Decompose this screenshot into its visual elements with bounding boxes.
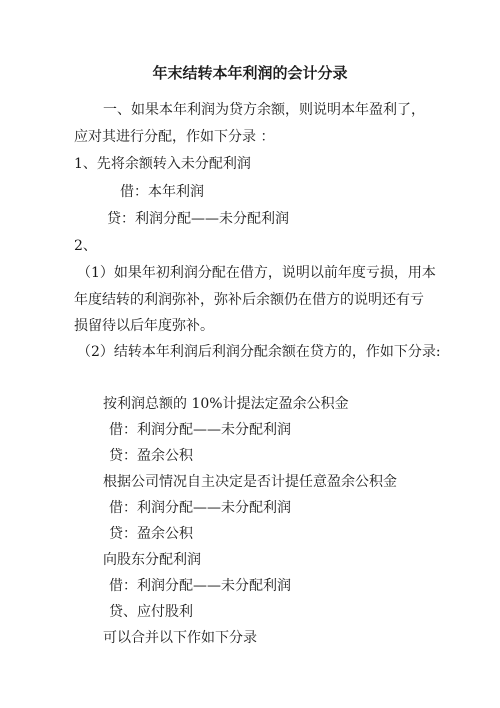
debit-entry: 借：利润分配——未分配利润	[109, 422, 291, 438]
debit-entry: 借：本年利润	[120, 184, 204, 200]
case-1-line-2: 年度结转的利润弥补，弥补后余额仍在借方的说明还有亏	[74, 292, 424, 308]
credit-entry: 贷：盈余公积	[109, 526, 193, 542]
step-1-heading: 1、先将余额转入未分配利润	[74, 156, 251, 172]
reserve-heading-1: 按利润总额的 10%计提法定盈余公积金	[103, 396, 349, 412]
case-1-line-1: （1）如果年初利润分配在借方，说明以前年度亏损，用本	[77, 265, 436, 281]
credit-entry: 贷：盈余公积	[109, 448, 193, 464]
dividend-heading: 向股东分配利润	[103, 552, 201, 568]
paragraph-line-2: 应对其进行分配，作如下分录 ：	[74, 129, 275, 145]
debit-entry: 借：利润分配——未分配利润	[109, 500, 291, 516]
case-2-line: （2）结转本年利润后利润分配余额在贷方的，作如下分录:	[77, 344, 441, 360]
reserve-heading-2: 根据公司情况自主决定是否计提任意盈余公积金	[103, 474, 397, 490]
credit-entry: 贷：利润分配——未分配利润	[107, 211, 289, 227]
step-2-heading: 2、	[74, 238, 97, 254]
debit-entry: 借：利润分配——未分配利润	[109, 578, 291, 594]
combined-entry-note: 可以合并以下作如下分录	[103, 630, 257, 646]
credit-entry: 贷、应付股利	[109, 604, 193, 620]
case-1-line-3: 损留待以后年度弥补。	[74, 318, 214, 334]
paragraph-line-1: 一、如果本年利润为贷方余额，则说明本年盈利了，	[103, 102, 425, 118]
document-title: 年末结转本年利润的会计分录	[152, 64, 348, 82]
